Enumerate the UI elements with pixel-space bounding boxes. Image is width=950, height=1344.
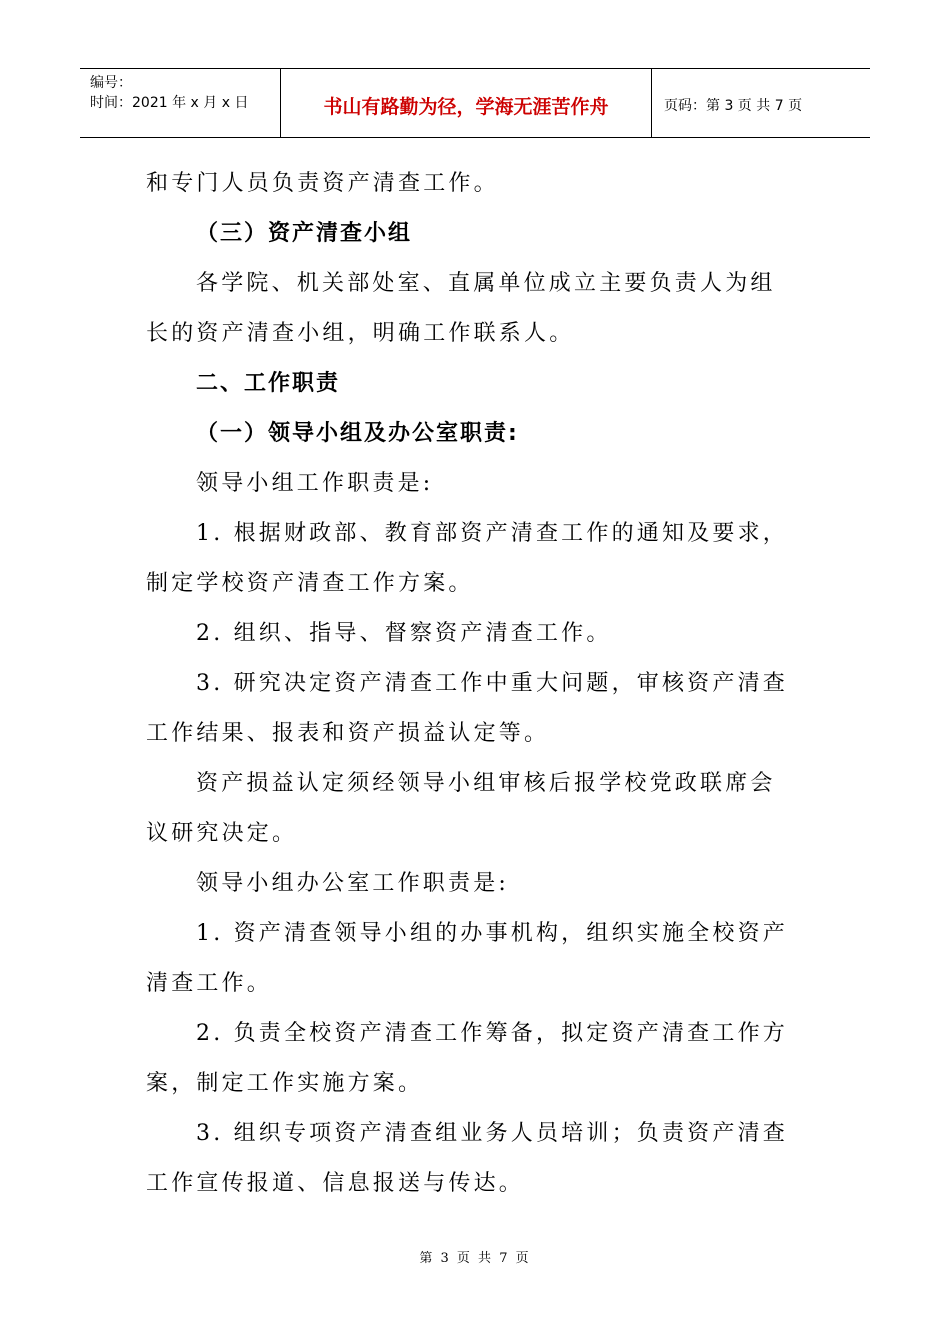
section-heading: （三）资产清查小组: [196, 221, 413, 246]
body-line: 议研究决定。: [146, 821, 298, 846]
body-line: 1. 资产清查领导小组的办事机构，组织实施全校资产: [196, 921, 788, 946]
body-line: 各学院、机关部处室、直属单位成立主要负责人为组: [196, 271, 776, 296]
number-label: 编号：: [90, 75, 132, 91]
body-line: 和专门人员负责资产清查工作。: [146, 171, 499, 196]
body-line: 清查工作。: [146, 971, 273, 996]
page-footer: 第 3 页 共 7 页: [419, 1251, 531, 1266]
body-line: 长的资产清查小组，明确工作联系人。: [146, 321, 575, 346]
body-line: 2. 负责全校资产清查工作筹备，拟定资产清查工作方: [196, 1021, 788, 1046]
body-line: 3. 组织专项资产清查组业务人员培训；负责资产清查: [196, 1121, 788, 1146]
body-line: 制定学校资产清查工作方案。: [146, 571, 474, 596]
body-line: 工作宣传报道、信息报送与传达。: [146, 1171, 525, 1196]
section-heading: （一）领导小组及办公室职责:: [196, 421, 519, 446]
section-heading: 二、工作职责: [196, 371, 341, 396]
header-motto: 书山有路勤为径，学海无涯苦作舟: [281, 69, 652, 137]
body-line: 领导小组办公室工作职责是:: [196, 871, 510, 896]
document-header: [80, 68, 870, 138]
body-line: 1. 根据财政部、教育部资产清查工作的通知及要求，: [196, 521, 788, 546]
body-line: 案，制定工作实施方案。: [146, 1071, 424, 1096]
time-label: 时间：2021 年 x 月 x 日: [90, 95, 249, 111]
body-line: 资产损益认定须经领导小组审核后报学校党政联席会: [196, 771, 776, 796]
body-line: 3. 研究决定资产清查工作中重大问题，审核资产清查: [196, 671, 788, 696]
body-line: 领导小组工作职责是:: [196, 471, 434, 496]
header-meta: [80, 69, 281, 137]
body-line: 工作结果、报表和资产损益认定等。: [146, 721, 550, 746]
header-page-label: 页码：第 3 页 共 7 页: [664, 98, 803, 114]
body-line: 2. 组织、指导、督察资产清查工作。: [196, 621, 612, 646]
